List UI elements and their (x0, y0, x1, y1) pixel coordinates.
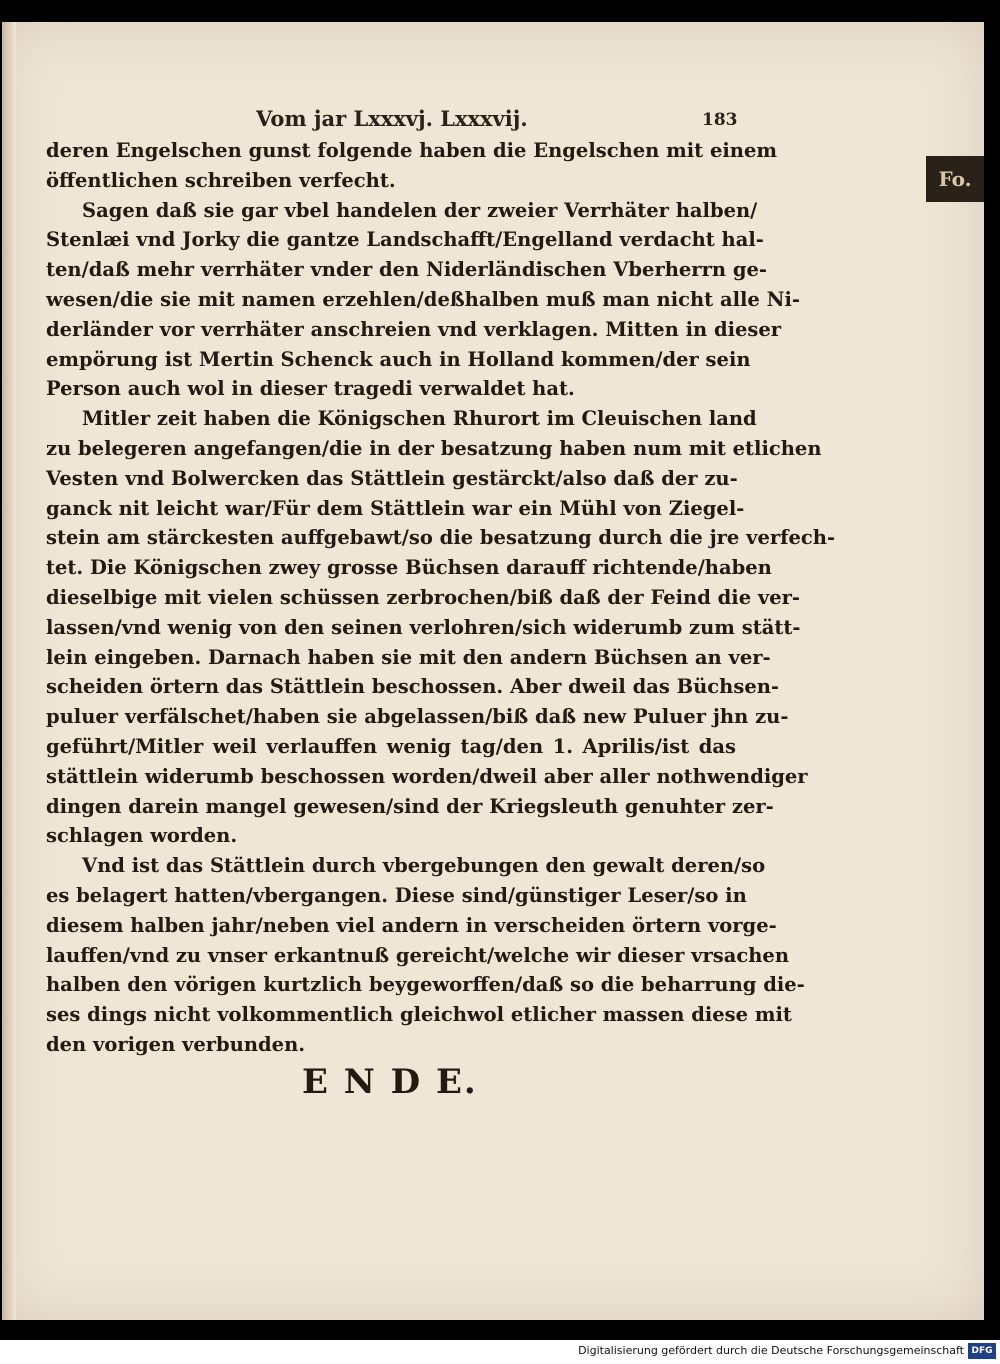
text-line: es belagert hatten/vbergangen. Diese sind/günstiger Leser/so in (46, 883, 747, 907)
text-line: Vnd ist das Stättlein durch vbergebungen den gewalt deren/so (82, 854, 766, 878)
book-page (2, 22, 984, 1320)
text-line: ten/daß mehr verrhäter vnder den Niderländischen Vberherrn ge- (46, 258, 767, 282)
text-line: Person auch wol in dieser tragedi verwaldet hat. (46, 377, 575, 401)
text-line: den vorigen verbunden. (46, 1032, 306, 1056)
footer-bar (0, 1340, 1000, 1364)
text-line: diesem halben jahr/neben viel andern in verscheiden örtern vorge- (46, 913, 777, 937)
text-line: Stenlæi vnd Jorky die gantze Landschafft/Engelland verdacht hal- (46, 228, 764, 252)
text-line: Mitler zeit haben die Königschen Rhurort im Cleuischen land (82, 407, 757, 431)
text-line: Vesten vnd Bolwercken das Stättlein gestärckt/also daß der zu- (46, 466, 738, 490)
text-line: dingen darein mangel gewesen/sind der Kriegsleuth genuhter zer- (46, 794, 774, 818)
text-line: lein eingeben. Darnach haben sie mit den andern Büchsen an ver- (46, 645, 771, 669)
dfg-logo: DFG (968, 1343, 996, 1359)
text-line: zu belegeren angefangen/die in der besatzung haben num mit etlichen (46, 436, 822, 460)
text-line: puluer verfälschet/haben sie abgelassen/biß daß new Puluer jhn zu- (46, 705, 789, 729)
text-line: ganck nit leicht war/Für dem Stättlein war ein Mühl von Ziegel- (46, 496, 745, 520)
text-line: stättlein widerumb beschossen worden/dweil aber aller nothwendiger (46, 764, 808, 788)
text-line: schlagen worden. (46, 824, 238, 848)
text-line: dieselbige mit vielen schüssen zerbrochen/biß daß der Feind die ver- (46, 585, 800, 609)
text-line: halben den vörigen kurtzlich beygeworffen/daß so die beharrung die- (46, 973, 805, 997)
text-line: scheiden örtern das Stättlein beschossen. Aber dweil das Büchsen- (46, 675, 780, 699)
text-line: tet. Die Königschen zwey grosse Büchsen darauff richtende/haben (46, 556, 772, 580)
text-line: öffentlichen schreiben verfecht. (46, 168, 396, 192)
text-line: deren Engelschen gunst folgende haben die Engelschen mit einem (46, 139, 778, 162)
page-header (2, 106, 984, 136)
body-text (46, 136, 836, 1060)
text-line: empörung ist Mertin Schenck auch in Holland kommen/der sein (46, 347, 751, 371)
text-line: lauffen/vnd zu vnser erkantnuß gereicht/welche wir dieser vrsachen (46, 943, 789, 967)
page-gutter (2, 22, 16, 1320)
text-line: derländer vor verrhäter anschreien vnd verklagen. Mitten in dieser (46, 317, 782, 341)
page-number: 183 (702, 110, 738, 130)
text-line: wesen/die sie mit namen erzehlen/deßhalben muß man nicht alle Ni- (46, 287, 800, 311)
ende-heading: E N D E. (302, 1062, 478, 1102)
text-line: ses dings nicht volkommentlich gleichwol etlicher massen diese mit (46, 1003, 792, 1027)
running-head: Vom jar Lxxxvj. Lxxxvij. (256, 106, 528, 131)
text-line: stein am stärckesten auffgebawt/so die besatzung durch die jre verfech- (46, 526, 836, 550)
funding-notice: Digitalisierung gefördert durch die Deutsche Forschungsgemeinschaft (578, 1344, 964, 1357)
margin-tab: Fo. (926, 156, 984, 202)
text-line: lassen/vnd wenig von den seinen verlohren/sich widerumb zum stätt- (46, 615, 801, 639)
text-line: Sagen daß sie gar vbel handelen der zweier Verrhäter halben/ (82, 198, 758, 222)
text-line: geführt/Mitler weil verlauffen wenig tag/den 1. Aprilis/ist das (46, 734, 736, 758)
